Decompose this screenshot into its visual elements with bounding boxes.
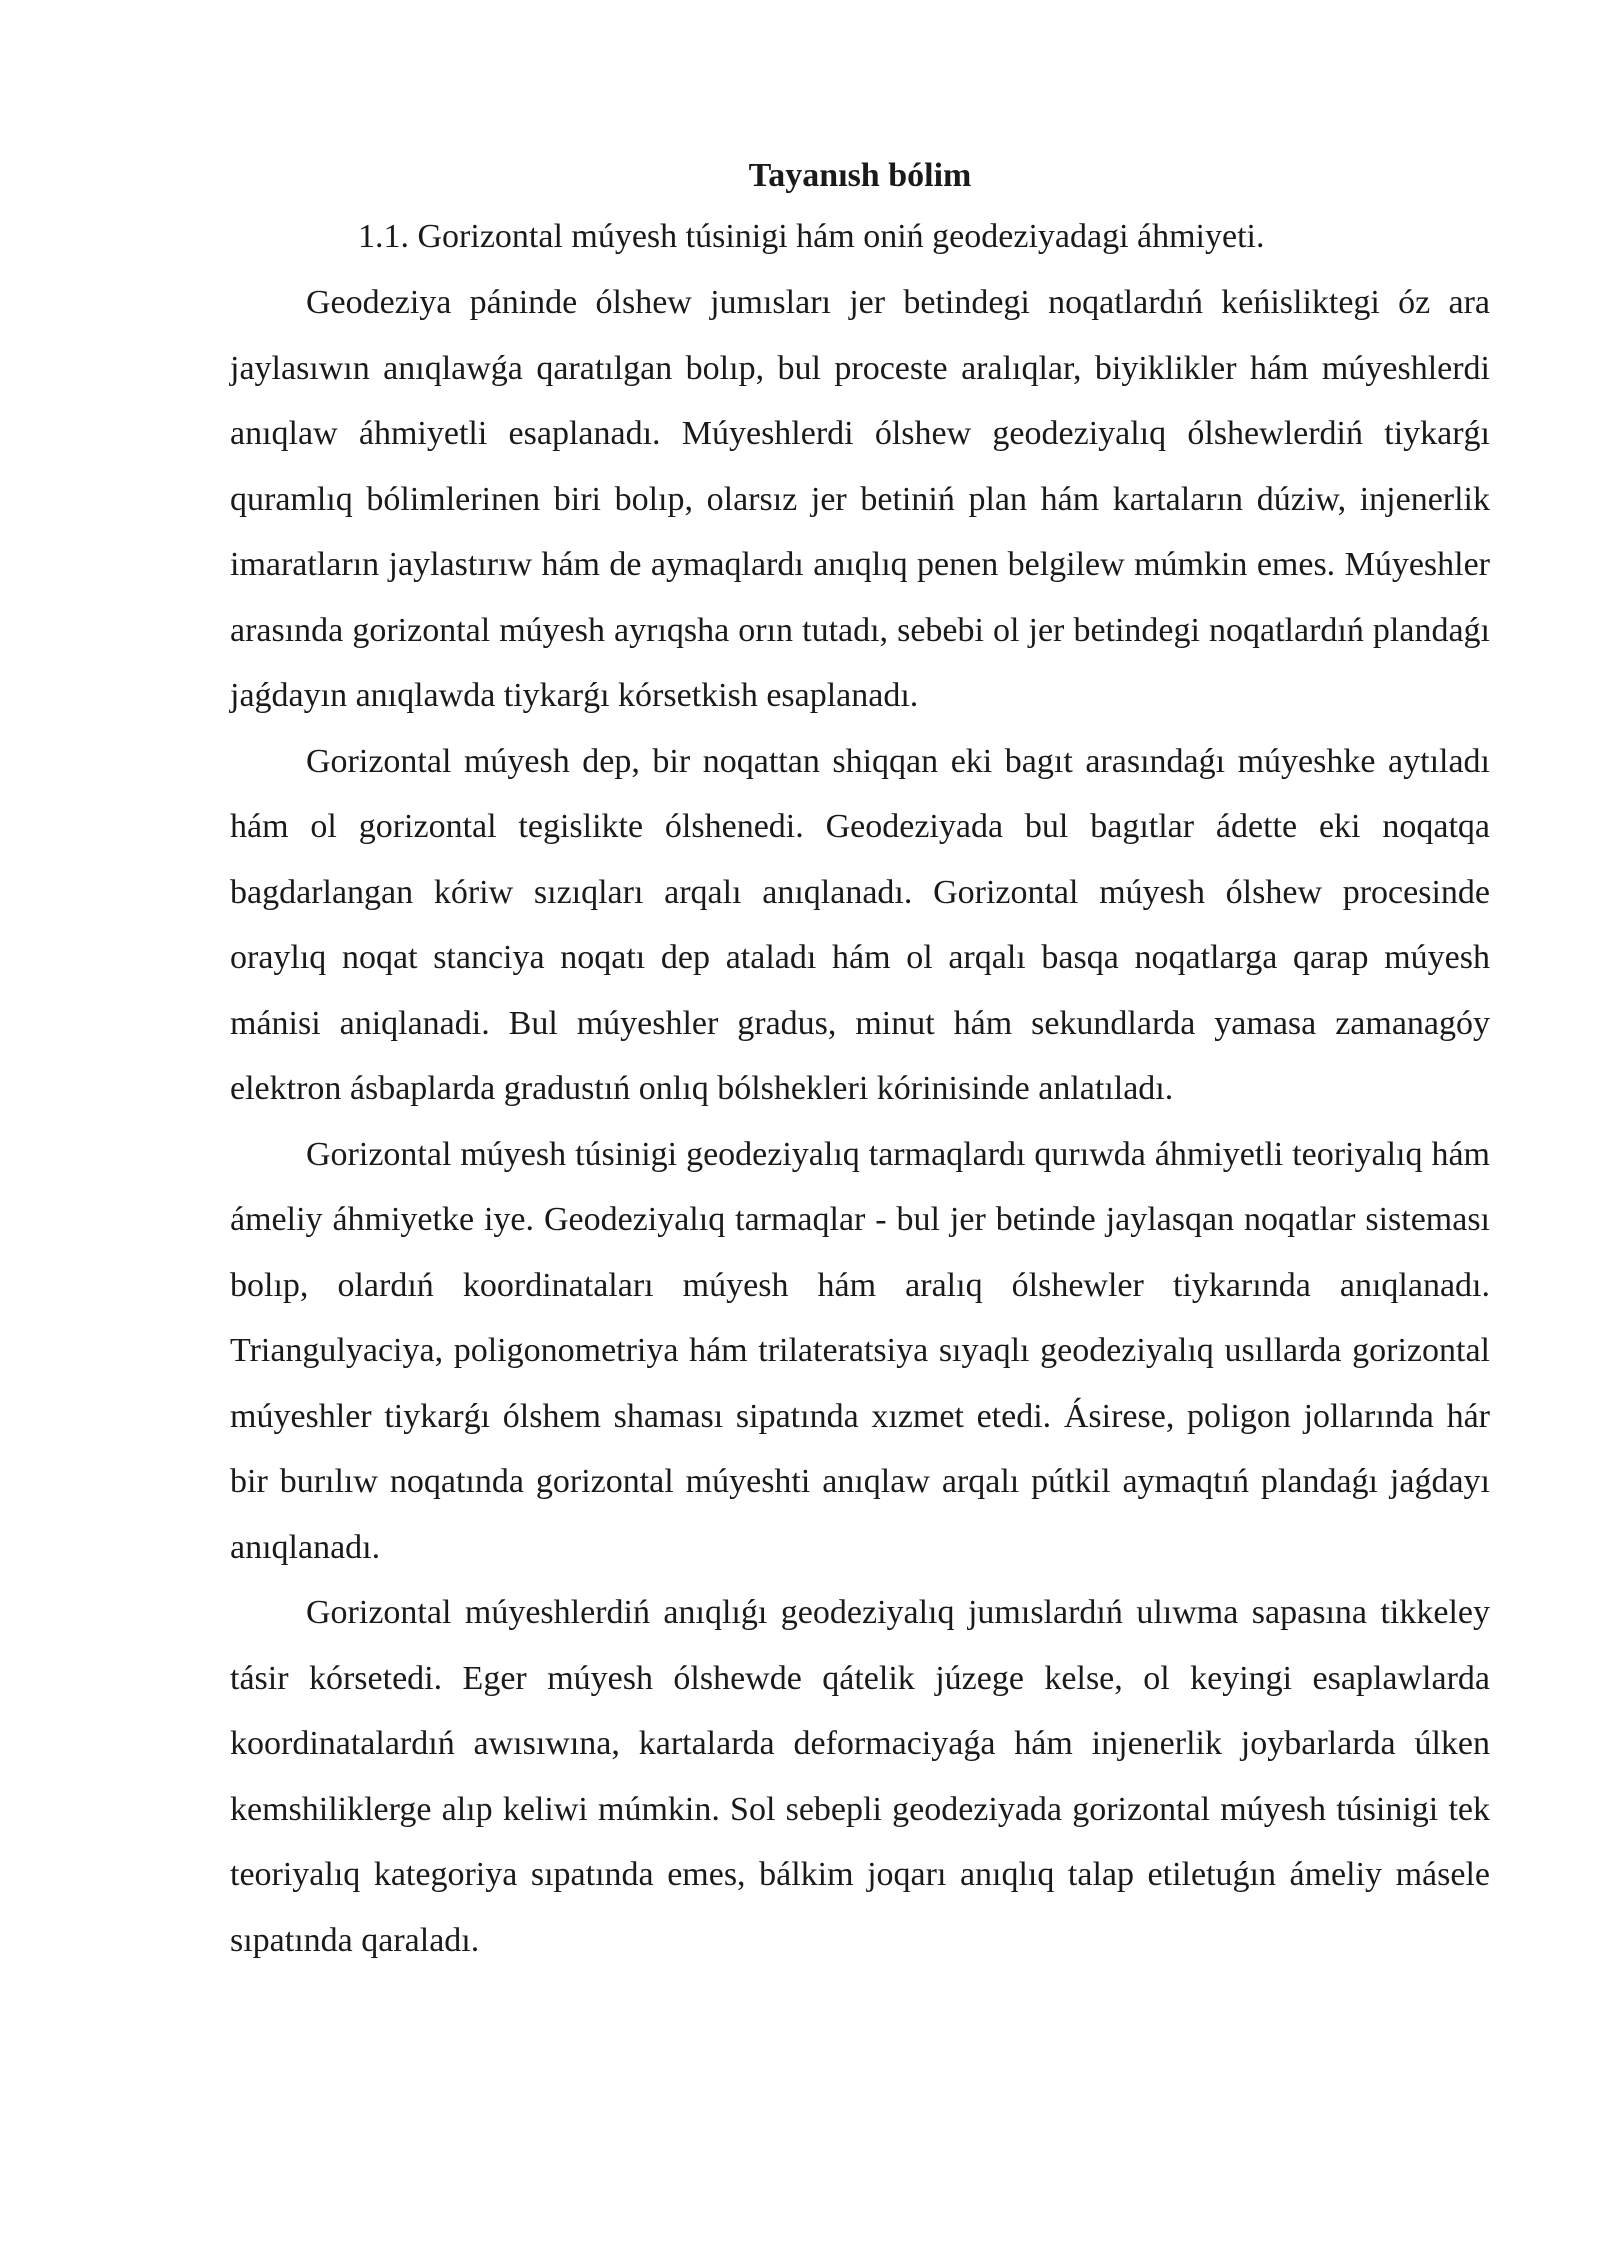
paragraph-4: Gorizontal múyeshlerdiń anıqlıǵı geodeziyalıq jumıslardıń ulıwma sapasına tikkeley tásir kórsetedi. Eger múyesh ólshewde qátelik júzege kelse, ol keyingi esaplawlarda koordinatalardıń awısıwına, kartalarda deformaciyaǵa hám injenerlik joybarlarda úlken kemshiliklerge alıp keliwi múmkin. Sol sebepli geodeziyada gorizontal múyesh túsinigi tek teoriyalıq kategoriya sıpatında emes, bálkim joqarı anıqlıq talap etiletuǵın ámeliy másele sıpatında qaraladı. — [230, 1594, 1490, 1959]
paragraph-1: Geodeziya páninde ólshew jumısları jer betindegi noqatlardıń keńisliktegi óz ara jaylasıwın anıqlawǵa qaratılgan bolıp, bul proceste aralıqlar, biyiklikler hám múyeshlerdi anıqlaw áhmiyetli esaplanadı. Múyeshlerdi ólshew geodeziyalıq ólshewlerdiń tiykarǵı quramlıq bólimlerinen biri bolıp, olarsız jer betiniń plan hám kartaların dúziw, injenerlik imaratların jaylastırıw hám de aymaqlardı anıqlıq penen belgilew múmkin emes. Múyeshler arasında gorizontal múyesh ayrıqsha orın tutadı, sebebi ol jer betindegi noqatlardıń plandaǵı jaǵdayın anıqlawda tiykarǵı kórsetkish esaplanadı. — [230, 284, 1490, 714]
paragraph-3: Gorizontal múyesh túsinigi geodeziyalıq tarmaqlardı qurıwda áhmiyetli teoriyalıq hám ámeliy áhmiyetke iye. Geodeziyalıq tarmaqlar - bul jer betinde jaylasqan noqatlar sisteması bolıp, olardıń koordinataları múyesh hám aralıq ólshewler tiykarında anıqlanadı. Triangulyaciya, poligonometriya hám trilateratsiya sıyaqlı geodeziyalıq usıllarda gorizontal múyeshler tiykarǵı ólshem shaması sipatında xızmet etedi. Ásirese, poligon jollarında hár bir burılıw noqatında gorizontal múyeshti anıqlaw arqalı pútkil aymaqtıń plandaǵı jaǵdayı anıqlanadı. — [230, 1135, 1490, 1566]
section-title: Tayanısh bólim — [748, 157, 972, 194]
subsection-heading: 1.1. Gorizontal múyesh túsinigi hám oniń geodeziyadagi áhmiyeti. — [358, 218, 1265, 255]
document-body — [230, 148, 1490, 1973]
paragraph-2: Gorizontal múyesh dep, bir noqattan shiqqan eki bagıt arasındaǵı múyeshke aytıladı hám ol gorizontal tegislikte ólshenedi. Geodeziyada bul bagıtlar ádette eki noqatqa bagdarlangan kóriw sızıqları arqalı anıqlanadı. Gorizontal múyesh ólshew procesinde oraylıq noqat stanciya noqatı dep ataladı hám ol arqalı basqa noqatlarga qarap múyesh mánisi aniqlanadi. Bul múyeshler gradus, minut hám sekundlarda yamasa zamanagóy elektron ásbaplarda gradustıń onlıq bólshekleri kórinisinde anlatıladı. — [230, 742, 1490, 1107]
